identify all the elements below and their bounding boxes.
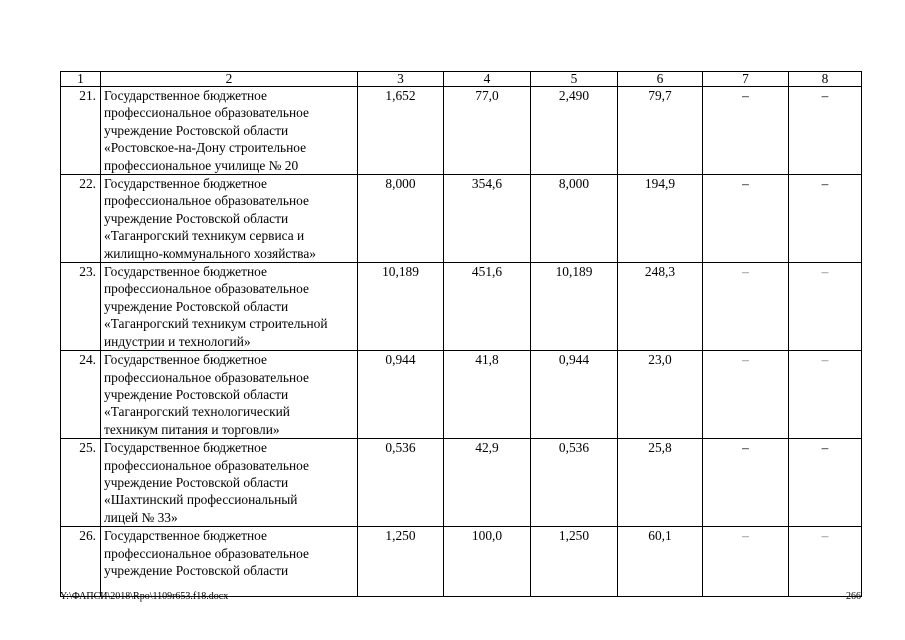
institution-name: [101, 175, 358, 263]
institution-name: [101, 439, 358, 527]
institution-name-line: «Таганрогский технологический: [104, 404, 290, 420]
institution-name-line: учреждение Ростовской области: [104, 298, 289, 314]
institution-name-line: Государственное бюджетное: [104, 264, 267, 280]
value-cell-c6: 25,8: [618, 439, 703, 527]
column-number: 1: [61, 72, 101, 87]
data-table: [60, 71, 862, 597]
row-number: 26.: [61, 527, 101, 597]
column-number-header-row: [61, 72, 862, 87]
value-cell-c4: 42,9: [444, 439, 531, 527]
column-number: 4: [444, 72, 531, 87]
value-cell-c5: 0,944: [531, 351, 618, 439]
table-row: [61, 175, 862, 263]
value-cell-c5: 8,000: [531, 175, 618, 263]
institution-name-line: профессиональное образовательное: [104, 457, 309, 473]
value-cell-c3: 1,250: [358, 527, 444, 597]
dash-cell-c7: –: [703, 87, 789, 175]
dash-cell-c7: –: [703, 263, 789, 351]
row-number: 21.: [61, 87, 101, 175]
institution-name-line: Государственное бюджетное: [104, 352, 267, 368]
institution-name: [101, 351, 358, 439]
institution-name-line: «Шахтинский профессиональный: [104, 492, 298, 508]
institution-name: [101, 263, 358, 351]
institution-name-line: учреждение Ростовской области: [104, 386, 289, 402]
column-number: 3: [358, 72, 444, 87]
institution-name-line: индустрии и технологий»: [104, 333, 251, 349]
institution-name-line: лицей № 33»: [104, 509, 178, 525]
value-cell-c3: 0,536: [358, 439, 444, 527]
value-cell-c6: 79,7: [618, 87, 703, 175]
dash-cell-c7: –: [703, 175, 789, 263]
column-number: 2: [101, 72, 358, 87]
value-cell-c4: 77,0: [444, 87, 531, 175]
column-number: 7: [703, 72, 789, 87]
row-number: 23.: [61, 263, 101, 351]
dash-cell-c8: –: [789, 87, 862, 175]
dash-cell-c8: –: [789, 263, 862, 351]
dash-cell-c8: –: [789, 527, 862, 597]
row-number: 25.: [61, 439, 101, 527]
institution-name-line: профессиональное образовательное: [104, 545, 309, 561]
page-number: 266: [846, 591, 861, 602]
dash-cell-c8: –: [789, 439, 862, 527]
institution-name-line: «Таганрогский техникум сервиса и: [104, 228, 305, 244]
row-number: 24.: [61, 351, 101, 439]
dash-cell-c7: –: [703, 351, 789, 439]
institution-name-line: профессиональное образовательное: [104, 369, 309, 385]
institution-name-line: Государственное бюджетное: [104, 528, 267, 544]
table-row: [61, 527, 862, 597]
institution-name-line: жилищно-коммунального хозяйства»: [104, 245, 316, 261]
value-cell-c3: 8,000: [358, 175, 444, 263]
institution-name-line: техникум питания и торговли»: [104, 421, 280, 437]
table-row: [61, 439, 862, 527]
table-row: [61, 263, 862, 351]
institution-name-line: «Ростовское-на-Дону строительное: [104, 140, 307, 156]
dash-cell-c8: –: [789, 351, 862, 439]
institution-name-line: Государственное бюджетное: [104, 88, 267, 103]
value-cell-c5: 2,490: [531, 87, 618, 175]
dash-cell-c7: –: [703, 439, 789, 527]
institution-name-line: Государственное бюджетное: [104, 440, 267, 456]
value-cell-c6: 248,3: [618, 263, 703, 351]
institution-name-line: учреждение Ростовской области: [104, 210, 289, 226]
institution-name-line: учреждение Ростовской области: [104, 122, 289, 138]
value-cell-c6: 23,0: [618, 351, 703, 439]
institution-name-line: учреждение Ростовской области: [104, 562, 289, 578]
institution-name-line: «Таганрогский техникум строительной: [104, 316, 328, 332]
institution-name: [101, 527, 358, 597]
value-cell-c6: 194,9: [618, 175, 703, 263]
dash-cell-c7: –: [703, 527, 789, 597]
value-cell-c3: 0,944: [358, 351, 444, 439]
institution-name-line: учреждение Ростовской области: [104, 474, 289, 490]
value-cell-c5: 0,536: [531, 439, 618, 527]
value-cell-c5: 1,250: [531, 527, 618, 597]
institution-name-line: профессиональное образовательное: [104, 281, 309, 297]
column-number: 6: [618, 72, 703, 87]
column-number: 8: [789, 72, 862, 87]
value-cell-c6: 60,1: [618, 527, 703, 597]
value-cell-c3: 10,189: [358, 263, 444, 351]
file-path: Y:\ФАПСИ\2018\Rpo\1109r653.f18.docx: [60, 591, 229, 602]
institution-name-line: профессиональное образовательное: [104, 193, 309, 209]
dash-cell-c8: –: [789, 175, 862, 263]
value-cell-c5: 10,189: [531, 263, 618, 351]
institution-name-line: Государственное бюджетное: [104, 176, 267, 192]
institution-name-line: профессиональное образовательное: [104, 105, 309, 121]
table-row: [61, 87, 862, 175]
table-row: [61, 351, 862, 439]
value-cell-c3: 1,652: [358, 87, 444, 175]
institution-name-line: профессиональное училище № 20: [104, 157, 299, 173]
column-number: 5: [531, 72, 618, 87]
row-number: 22.: [61, 175, 101, 263]
value-cell-c4: 100,0: [444, 527, 531, 597]
value-cell-c4: 354,6: [444, 175, 531, 263]
institution-name: [101, 87, 358, 175]
value-cell-c4: 41,8: [444, 351, 531, 439]
value-cell-c4: 451,6: [444, 263, 531, 351]
